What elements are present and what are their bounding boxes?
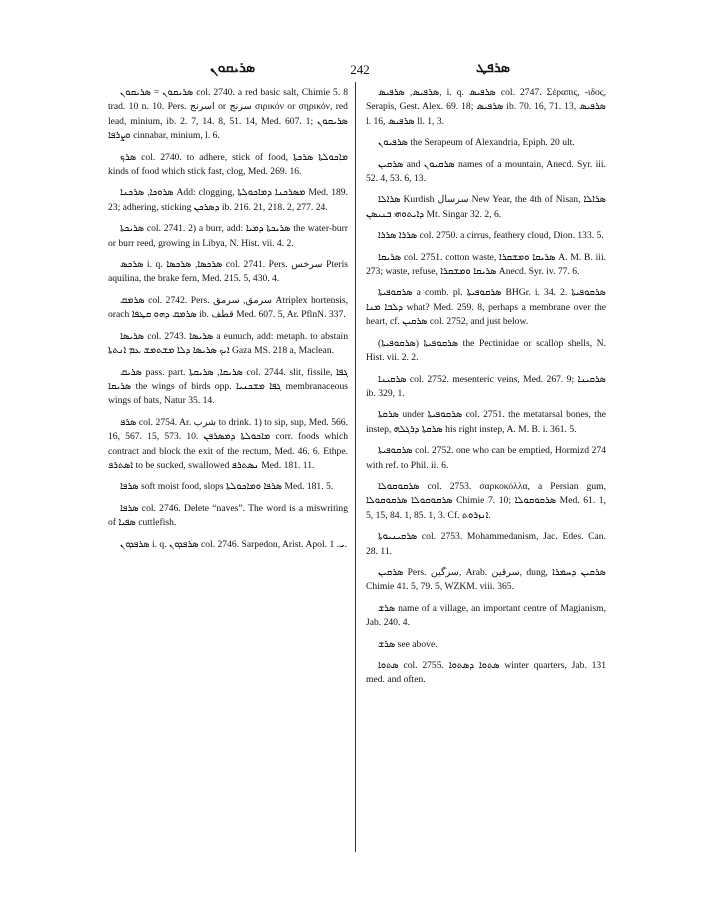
dictionary-entry: ܣܪܩܘܦܝܬܐ (ܣܪܩܘܦܝܬܐ) the Pectinidae or scallop shells, N. Hist. vii. 2. 2. bbox=[366, 337, 606, 364]
dictionary-entry: ܣܪܩܝܢܐ col. 2752. mesenteric veins, Med. 267. 9; ܣܪܩܝܢܐ ib. 329, 1. bbox=[366, 373, 606, 399]
dictionary-entry: ܣܪܟܣ i. q. ܣܪܟܣܐ, ܣܪܟܣܐ col. 2741. Pers. سرخس Pteris aquilina, the brake fern, Med. 215. 5, 430. 4. bbox=[108, 259, 348, 285]
dictionary-entry: ܣܪܫ see above. bbox=[378, 638, 438, 650]
dictionary-entry: ܣܪܝܟܬܐ col. 2741. 2) a burr, add: ܣܪܝܟܬܐ ܕܡܝܐ the water-burr or burr reed, growing in Libya, N. Hist. vii. 4. 2. bbox=[108, 223, 348, 249]
dictionary-entry: ܣܪܝܩܐ col. 2751. cotton waste, ܣܪܝܩܐ ܘܡܫܩܪܐ A. M. B. iii. 273; waste, refuse, ܣܪܝܩܐ ܘܡܫܩܪܐ Anecd. Syr. iv. 77. 6. bbox=[366, 251, 607, 278]
dictionary-entry: ܣܪܐܠܐ Kurdish سرسال New Year, the 4th of Nisan, ܣܪܐܠܐ ܕܐܝܬܘܗܝ ܒܢܝܣܢ Mt. Singar 32. 2, 6. bbox=[366, 194, 606, 220]
dictionary-entry: ܣܪܦܝܣ, ܣܪܦܝܣ, i. q. ܣܪܦܝܣ col. 2747. Σέραπις, -ιδος, Serapis, Gest. Alex. 69. 18; ܣܪܦܝܣ ib. 70. 16, 71. 13, ܣܪܦܝܣ l. 16, ܣܪܦܝܣ ll. 1, 3. bbox=[366, 87, 606, 127]
dictionary-entry: ܣܪܡܩ col. 2742. Pers. سرمق, سرمق Atriplex hortensis, orach ܣܪܡܩ ܕܗܘ ܩܛܦܐ ib. قطف Med. 607. 5, Ar. PflnN. 337. bbox=[108, 294, 348, 321]
dictionary-entry: ܣܪܦܝܘܢ the Serapeum of Alexandria, Epiph. 20 ult. bbox=[378, 137, 575, 149]
dictionary-entry: ܣܬܘܐ col. 2755. ܣܬܘܐ ܕܣܬܘܐ winter quarters, Jab. 131 med. and often. bbox=[366, 660, 606, 686]
dictionary-entry: ܣܪܩܝܢܝܘܬܐ col. 2753. Mohammedanism, Jac. Edes. Can. 28. 11. bbox=[366, 531, 606, 557]
page-number: 242 bbox=[350, 62, 370, 77]
dictionary-entry: ܣܪܩܬܐ under ܣܪܩܘܦܝܬܐ col. 2751. the metatarsal bones, the instep, ܣܪܩܬܐ ܕܪܓܠܗ his right instep, A. M. B. i. 361. 5. bbox=[366, 409, 606, 435]
dictionary-entry: ܣܪܟ col. 2740. to adhere, stick of food, ܡܐܟܘܠܬܐ ܣܪܟܬܐ kinds of food which stick fast, clog, Med. 269. 16. bbox=[108, 151, 348, 178]
dictionary-entry: ܣܪܝܣܐ col. 2743. ܣܪܝܣܐ a eunuch, add: metaph. to abstain ܐܝܟ ܣܪܝܣܐ ܕܠܐ ܡܫܬܡܫ ܥܡ ܐܢܬܬܐ Gaza MS. 218 a, Maclean. bbox=[108, 330, 348, 357]
dictionary-entry: ܣܪܪܐ ܣܪܪܐ col. 2750. a cirrus, feathery cloud, Dion. 133. 5. bbox=[378, 230, 604, 242]
right-column bbox=[366, 86, 606, 695]
column-divider bbox=[355, 82, 356, 852]
dictionary-entry: ܣܪܩܝܢ and ܣܪܩܝܘܢ names of a mountain, Anecd. Syr. iii. 52. 4, 53. 6, 13. bbox=[366, 158, 606, 185]
dictionary-entry: ܣܪܦܐ soft moist food, slops ܣܪܦܐ ܘܡܐܟܘܠܬܐ Med. 181. 5. bbox=[120, 481, 334, 493]
dictionary-entry: ܣܪܩܘܩܘܠܐ col. 2753. σαρκοκόλλα, a Persian gum, ܣܪܩܘܩܘܠܐ ܣܪܩܘܩܘܠܐ Chimie 7. 10; ܣܪܩܘܩܘܠܐ Med. 61. 1, 5, 15, 84. 1, 85. 1, 3. Cf. ܐܢܙܪܘܬ. bbox=[366, 480, 606, 521]
right-running-headword: ܣܪܦܛ bbox=[475, 60, 510, 76]
dictionary-entry: ܣܪܦܕܘܢ i. q. ܣܪܦܕܘܢ col. 2746. Sarpedon, Arist. Apol. ܝ. 1. bbox=[120, 538, 348, 550]
dictionary-entry: ܣܪܝܩܘܢ = ܣܪܝܩܘܢ col. 2740. a red basic salt, Chimie 5. 8 trad. 10 n. 10. Pers. اسرنج or سرنج σιρικόν or σηρικόν, red lead, minium, ib. 2. 7, 14. 8, 51. 14, Med. 607. 1; ܣܪܝܩܘܢ ܘܨܪܦܐ cinnabar, minium, l. 6. bbox=[108, 87, 348, 142]
dictionary-entry: ܣܪܩܘܦܝܬܐ col. 2752. one who can be emptied, Hormizd 274 with ref. to Phil. ii. 6. bbox=[366, 445, 606, 471]
dictionary-entry: ܣܪܩܘܦܝܬܐ a comb. pl. ܣܪܩܘܦܝܬܐ BHGr. i. 34. 2. ܣܪܩܘܦܝܬܐ ܕܠܒܐ ܡܢܐ what? Med. 259. 8, perhaps a membrane over the heart, cf. ܣܪܩܝܢ col. 2752, and just below. bbox=[366, 287, 606, 328]
dictionary-entry: ܣܪܝܩ pass. part. ܣܪܝܩܐ, ܣܪܝܩܬܐ col. 2744. slit, fissile, ܓܦܐ ܣܪܝܩܐ the wings of birds opp. ܓܦܐ ܡܫܟܢܝܐ membranaceous wings of bats, Natur 35. 14. bbox=[108, 366, 349, 407]
left-column bbox=[108, 86, 348, 559]
left-running-headword: ܣܪܝܩܘܢ bbox=[210, 60, 256, 76]
dictionary-entry: ܣܪܩܝܢ Pers. سرگين, Arab. سرقين, dung, ܣܪܩܝܢ ܕܚܡܪܐ Chimie 41. 5, 79. 5, WZKM. viii. 365. bbox=[366, 566, 606, 593]
dictionary-entry: ܣܪܦ col. 2754. Ar. شرب to drink. 1) to sip, sup, Med. 566. 16, 567. 15, 573. 10. ܡܐܟܘܠܬܐ ܕܡܣܪܦܢ corr. foods which contract and block the exit of the rectum, Med. 46. 6. Ethpe. ܐܣܬܪܦ to be sucked, swallowed ܢܣܬܪܦ Med. 181. 11. bbox=[108, 416, 348, 471]
dictionary-entry: ܣܪܦܐ col. 2746. Delete “naves”. The word is a miswriting of ܣܦܝܐ cuttlefish. bbox=[108, 502, 348, 529]
dictionary-entry: ܣܪܫ name of a village, an important centre of Magianism, Jab. 240. 4. bbox=[366, 602, 606, 629]
page-header bbox=[100, 60, 620, 80]
dictionary-entry: ܣܪܘܟܐ, ܣܪܟܢܐ Add: clogging, ܡܣܪܟܢܐ ܕܡܐܟܘܠܬܐ Med. 189. 23; adhering, sticking ܕܣܪܟܢ ib. 216. 21, 218. 2, 277. 24. bbox=[108, 187, 348, 213]
